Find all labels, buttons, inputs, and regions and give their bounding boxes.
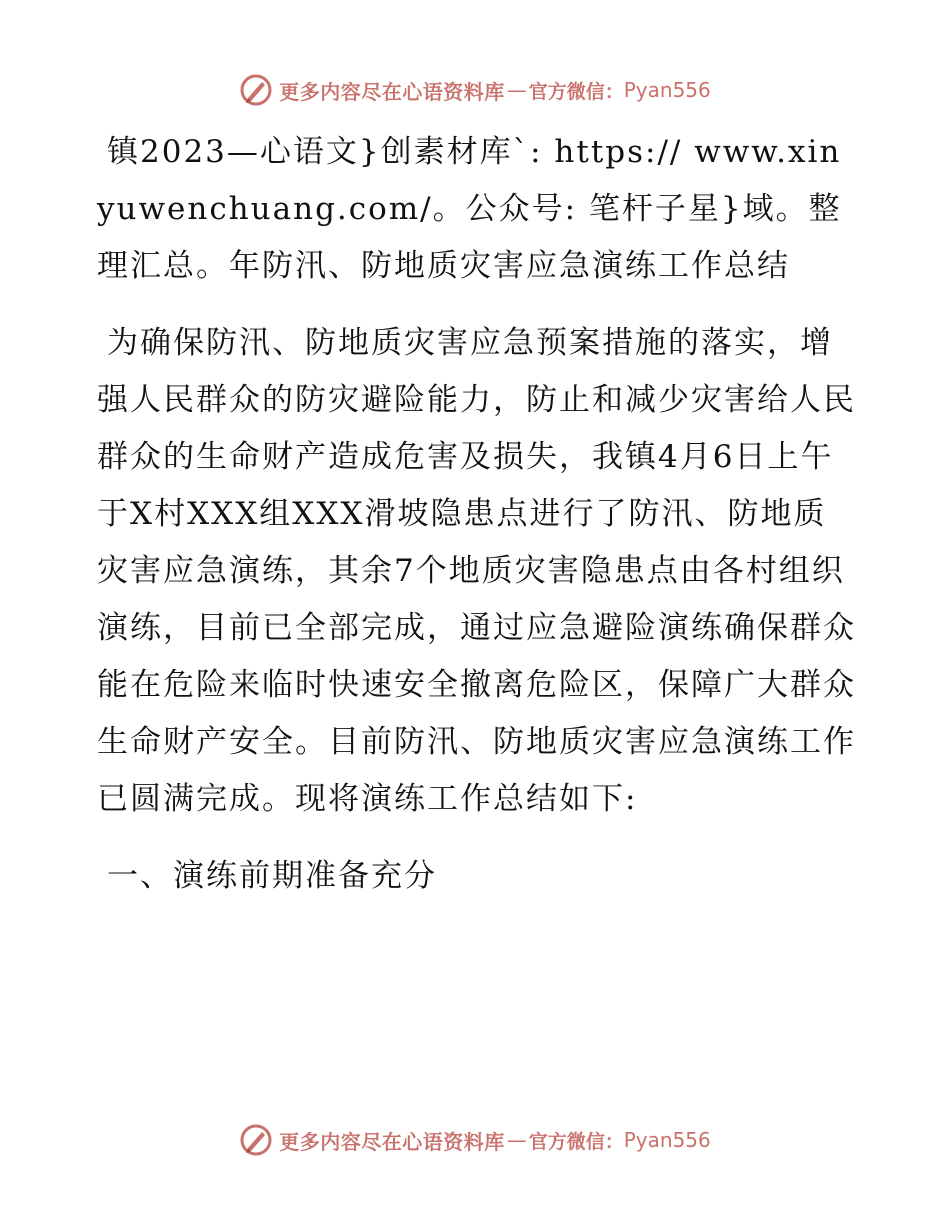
pen-logo-icon: [239, 1123, 273, 1157]
document-body: [97, 124, 857, 905]
paragraph-title: 镇2023—心语文}创素材库`: https:// www.xinyuwenchuang.com/。公众号: 笔杆子星}域。整理汇总。年防汛、防地质灾害应急演练工作总结: [97, 134, 842, 284]
pen-logo-icon: [239, 73, 273, 107]
watermark-text: 更多内容尽在心语资料库: [279, 79, 505, 104]
watermark-id: Pyan556: [623, 78, 711, 102]
footer-watermark: [0, 1120, 950, 1160]
section-heading: 一、演练前期准备充分: [107, 858, 437, 894]
watermark-dash: —: [506, 78, 527, 102]
header-watermark: [0, 70, 950, 110]
watermark-text: 更多内容尽在心语资料库: [279, 1129, 505, 1154]
paragraph-intro: 为确保防汛、防地质灾害应急预案措施的落实，增强人民群众的防灾避险能力，防止和减少灾害给人民群众的生命财产造成危害及损失，我镇4月6日上午于X村XXX组XXX滑坡隐患点进行了防汛、防地质灾害应急演练，其余7个地质灾害隐患点由各村组织演练，目前已全部完成，通过应急避险演练确保群众能在危险来临时快速安全撤离危险区，保障广大群众生命财产安全。目前防汛、防地质灾害应急演练工作已圆满完成。现将演练工作总结如下:: [97, 325, 856, 817]
watermark-id: Pyan556: [623, 1128, 711, 1152]
watermark-label: 官方微信：: [528, 1130, 624, 1153]
watermark-label: 官方微信：: [528, 80, 624, 103]
watermark-dash: —: [506, 1128, 527, 1152]
